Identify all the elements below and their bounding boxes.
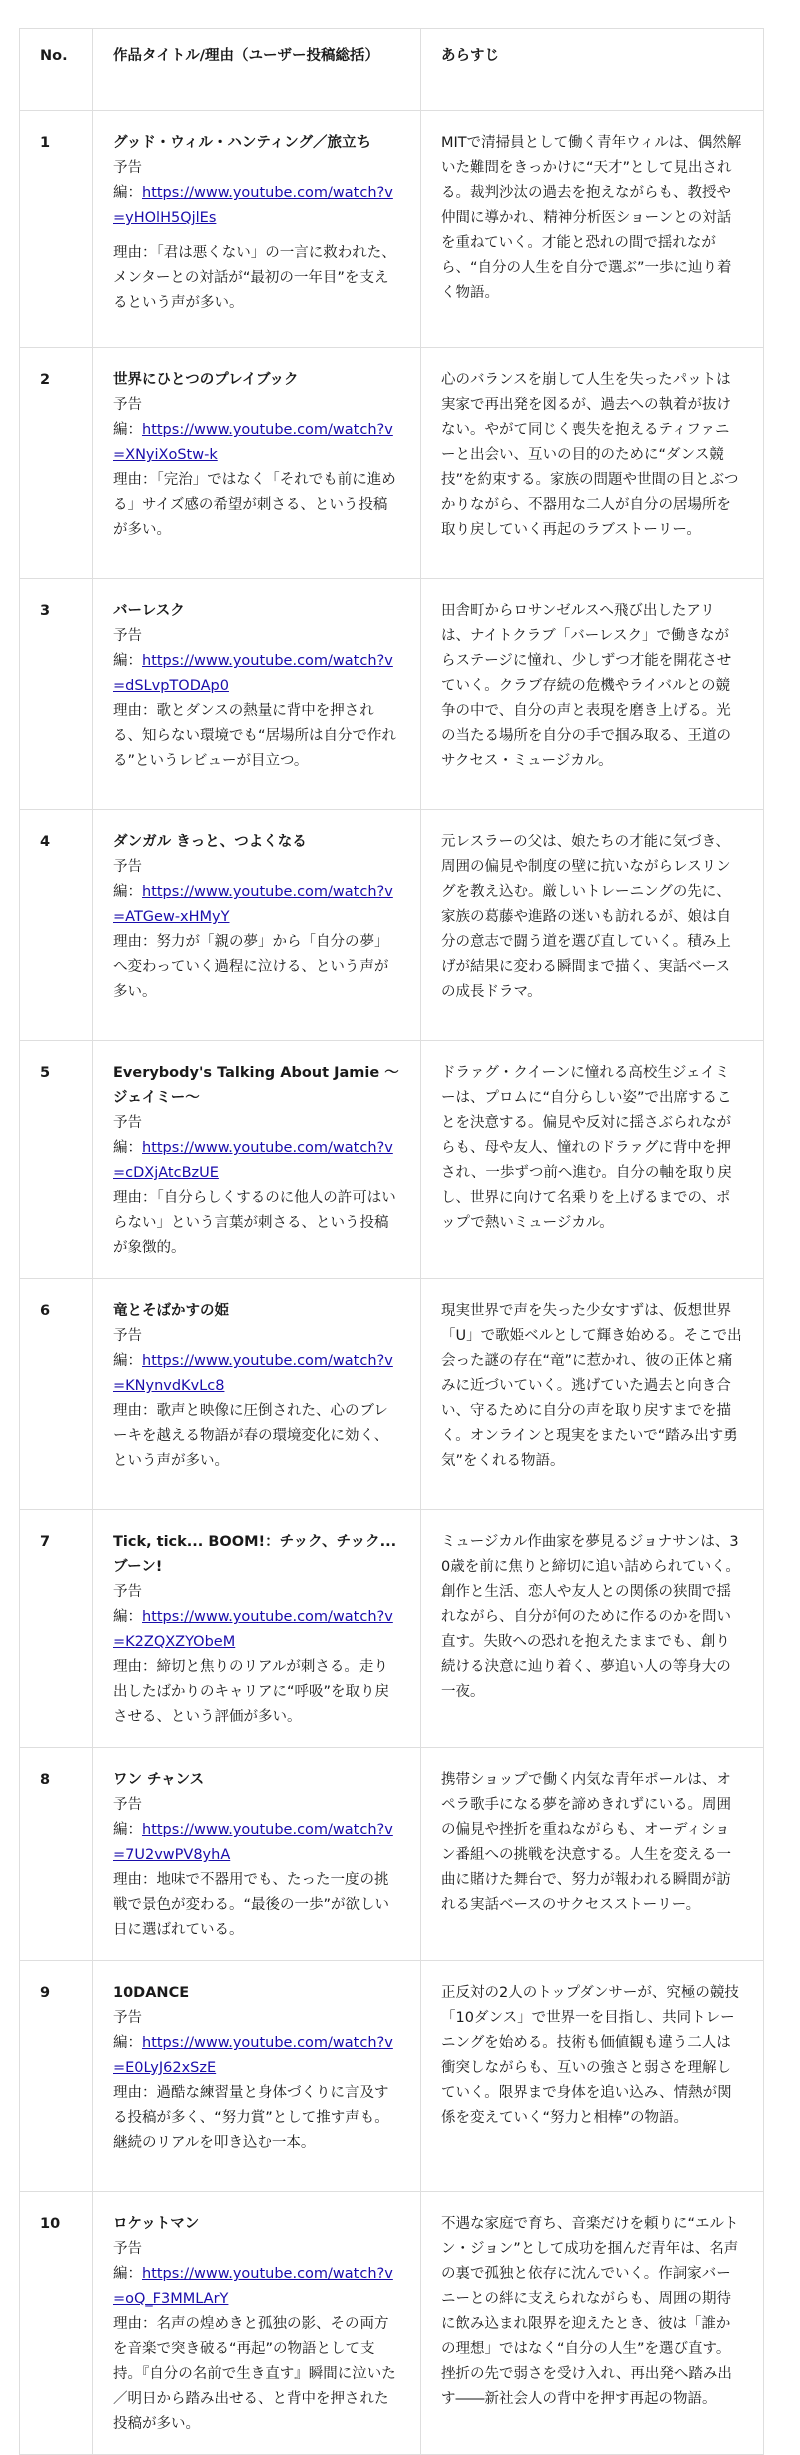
trailer-link-line [113,1605,400,1655]
table-header-row [20,29,764,111]
movie-title: バーレスク [113,603,185,619]
table-row [20,2192,764,2455]
trailer-link[interactable]: https://www.youtube.com/watch?v=oQ_F3MMLArY [113,2266,393,2307]
trailer-link-line [113,2262,400,2312]
movie-table [19,28,764,2455]
row-number: 1 [20,111,93,348]
trailer-link-line [113,1136,400,1186]
movie-title: Tick, tick... BOOM!：チック、チック...ブーン! [113,1534,397,1575]
reason-text [113,2081,400,2156]
title-cell [93,579,421,810]
reason-body: 努力が「親の夢」から「自分の夢」へ変わっていく過程に泣ける、という声が多い。 [113,934,389,1000]
synopsis-cell: MITで清掃員として働く青年ウィルは、偶然解いた難問をきっかけに“天才”として見出される。裁判沙汰の過去を抱えながらも、教授や仲間に導かれ、精神分析医ショーンとの対話を重ねていく。才能と恐れの間で揺れながら、“自分の人生を自分で選ぶ”一歩に辿り着く物語。 [421,111,764,348]
trailer-label: 予告 [113,1115,142,1131]
synopsis-cell: 心のバランスを崩して人生を失ったパットは実家で再出発を図るが、過去への執着が抜けない。やがて同じく喪失を抱えるティファニーと出会い、互いの目的のために“ダンス競技”を約束する。家族の問題や世間の目とぶつかりながら、不器用な二人が自分の居場所を取り戻していく再起のラブストーリー。 [421,348,764,579]
trailer-label: 予告 [113,859,142,875]
movie-title: 世界にひとつのプレイブック [113,372,299,388]
trailer-label: 予告 [113,397,142,413]
reason-text [113,1655,400,1730]
trailer-link[interactable]: https://www.youtube.com/watch?v=XNyiXoStw-k [113,422,393,463]
table-body [20,111,764,2455]
reason-body: 過酷な練習量と身体づくりに言及する投稿が多く、“努力賞”として推す声も。継続のリアルを叩き込む一本。 [113,2085,389,2151]
reason-text [113,1399,400,1474]
synopsis-cell: 現実世界で声を失った少女すずは、仮想世界「U」で歌姫ベルとして輝き始める。そこで出会った謎の存在“竜”に惹かれ、彼の正体と痛みに近づいていく。逃げていた過去と向き合い、守るために自分の声を取り戻すまでを描く。オンラインと現実をまたいで“踏み出す勇気”をくれる物語。 [421,1279,764,1510]
table-row [20,810,764,1041]
trailer-label: 予告 [113,2010,142,2026]
edit-prefix: 編： [113,1609,142,1625]
edit-prefix: 編： [113,1353,142,1369]
title-cell [93,1510,421,1748]
trailer-link[interactable]: https://www.youtube.com/watch?v=ATGew-xHMyY [113,884,393,925]
title-cell [93,111,421,348]
table-row [20,1510,764,1748]
trailer-link-line [113,181,400,231]
table-row [20,1041,764,1279]
reason-body: 地味で不器用でも、たった一度の挑戦で景色が変わる。“最後の一歩”が欲しい日に選ばれている。 [113,1872,390,1938]
movie-title: ダンガル きっと、つよくなる [113,834,307,850]
edit-prefix: 編： [113,422,142,438]
trailer-label: 予告 [113,1797,142,1813]
trailer-label: 予告 [113,160,142,176]
edit-prefix: 編： [113,1822,142,1838]
reason-text [113,1868,400,1943]
row-number: 9 [20,1961,93,2192]
row-number: 8 [20,1748,93,1961]
movie-title: ロケットマン [113,2216,200,2232]
reason-prefix: 理由： [113,1872,157,1888]
reason-body: 名声の煌めきと孤独の影、その両方を音楽で突き破る“再起”の物語として支持。『自分の名前で生き直す』瞬間に泣いた／明日から踏み出せる、と背中を押された投稿が多い。 [113,2316,396,2432]
row-number: 7 [20,1510,93,1748]
trailer-link-line [113,418,400,468]
synopsis-cell: 田舎町からロサンゼルスへ飛び出したアリは、ナイトクラブ「バーレスク」で働きながらステージに憧れ、少しずつ才能を開花させていく。クラブ存続の危機やライバルとの競争の中で、自分の声と表現を磨き上げる。光の当たる場所を自分の手で掴み取る、王道のサクセス・ミュージカル。 [421,579,764,810]
movie-title: Everybody's Talking About Jamie ～ジェイミー～ [113,1065,399,1106]
table-row [20,1961,764,2192]
table-row [20,1279,764,1510]
title-cell [93,1961,421,2192]
reason-body: 歌声と映像に圧倒された、心のブレーキを越える物語が春の環境変化に効く、という声が多い。 [113,1403,389,1469]
edit-prefix: 編： [113,2266,142,2282]
table-row [20,348,764,579]
trailer-link-line [113,649,400,699]
trailer-link[interactable]: https://www.youtube.com/watch?v=E0LyJ62xSzE [113,2035,393,2076]
row-number: 4 [20,810,93,1041]
row-number: 2 [20,348,93,579]
reason-body: 締切と焦りのリアルが刺さる。走り出したばかりのキャリアに“呼吸”を取り戻させる、という評価が多い。 [113,1659,390,1725]
reason-body: 「自分らしくするのに他人の許可はいらない」という言葉が刺さる、という投稿が象徴的。 [113,1190,396,1256]
trailer-label: 予告 [113,1328,142,1344]
reason-body: 「君は悪くない」の一言に救われた、メンターとの対話が“最初の一年目”を支えるという声が多い。 [113,245,396,311]
reason-prefix: 理由： [113,1190,157,1206]
synopsis-cell: 元レスラーの父は、娘たちの才能に気づき、周囲の偏見や制度の壁に抗いながらレスリングを教え込む。厳しいトレーニングの先に、家族の葛藤や進路の迷いも訪れるが、娘は自分の意志で闘う道を選び直していく。積み上げが結果に変わる瞬間まで描く、実話ベースの成長ドラマ。 [421,810,764,1041]
title-cell [93,1279,421,1510]
movie-title: 竜とそばかすの姫 [113,1303,229,1319]
reason-text [113,1186,400,1261]
trailer-link-line [113,1349,400,1399]
reason-body: 「完治」ではなく「それでも前に進める」サイズ感の希望が刺さる、という投稿が多い。 [113,472,396,538]
trailer-link[interactable]: https://www.youtube.com/watch?v=K2ZQXZYObeM [113,1609,393,1650]
reason-prefix: 理由： [113,934,157,950]
reason-prefix: 理由： [113,1403,157,1419]
synopsis-cell: 携帯ショップで働く内気な青年ポールは、オペラ歌手になる夢を諦めきれずにいる。周囲の偏見や挫折を重ねながらも、オーディション番組への挑戦を決意する。人生を変える一曲に賭けた舞台で、努力が報われる瞬間が訪れる実話ベースのサクセスストーリー。 [421,1748,764,1961]
reason-prefix: 理由： [113,472,157,488]
row-number: 10 [20,2192,93,2455]
table-row [20,111,764,348]
edit-prefix: 編： [113,185,142,201]
trailer-link[interactable]: https://www.youtube.com/watch?v=dSLvpTODAp0 [113,653,393,694]
row-number: 3 [20,579,93,810]
edit-prefix: 編： [113,2035,142,2051]
trailer-link[interactable]: https://www.youtube.com/watch?v=KNynvdKvLc8 [113,1353,393,1394]
header-synopsis: あらすじ [421,29,764,111]
trailer-link-line [113,1818,400,1868]
reason-prefix: 理由： [113,2316,157,2332]
trailer-label: 予告 [113,2241,142,2257]
reason-text [113,2312,400,2437]
reason-prefix: 理由： [113,2085,157,2101]
movie-title: グッド・ウィル・ハンティング／旅立ち [113,135,371,151]
spacer [113,231,400,241]
synopsis-cell: ミュージカル作曲家を夢見るジョナサンは、30歳を前に焦りと締切に追い詰められていく。創作と生活、恋人や友人との関係の狭間で揺れながら、自分が何のために作るのかを問い直す。失敗への恐れを抱えたままでも、創り続ける決意に辿り着く、夢追い人の等身大の一夜。 [421,1510,764,1748]
row-number: 5 [20,1041,93,1279]
table-row [20,1748,764,1961]
reason-prefix: 理由： [113,1659,157,1675]
reason-prefix: 理由： [113,703,157,719]
reason-text [113,930,400,1005]
title-cell [93,810,421,1041]
synopsis-cell: ドラァグ・クイーンに憧れる高校生ジェイミーは、プロムに“自分らしい姿”で出席することを決意する。偏見や反対に揺さぶられながらも、母や友人、憧れのドラァグに背中を押され、一歩ずつ前へ進む。自分の軸を取り戻し、世界に向けて名乗りを上げるまでの、ポップで熱いミュージカル。 [421,1041,764,1279]
reason-text [113,468,400,543]
header-title: 作品タイトル/理由（ユーザー投稿総括） [93,29,421,111]
trailer-label: 予告 [113,1584,142,1600]
row-number: 6 [20,1279,93,1510]
reason-text [113,241,400,316]
synopsis-cell: 不遇な家庭で育ち、音楽だけを頼りに“エルトン・ジョン”として成功を掴んだ青年は、名声の裏で孤独と依存に沈んでいく。作詞家バーニーとの絆に支えられながらも、周囲の期待に飲み込まれ限界を迎えたとき、彼は「誰かの理想」ではなく“自分の人生”を選び直す。挫折の先で弱さを受け入れ、再出発へ踏み出す――新社会人の背中を押す再起の物語。 [421,2192,764,2455]
edit-prefix: 編： [113,653,142,669]
header-no: No. [20,29,93,111]
title-cell [93,1041,421,1279]
trailer-link-line [113,2031,400,2081]
trailer-link[interactable]: https://www.youtube.com/watch?v=cDXjAtcBzUE [113,1140,393,1181]
trailer-link[interactable]: https://www.youtube.com/watch?v=7U2vwPV8yhA [113,1822,393,1863]
reason-text [113,699,400,774]
trailer-label: 予告 [113,628,142,644]
movie-title: ワン チャンス [113,1772,205,1788]
trailer-link[interactable]: https://www.youtube.com/watch?v=yHOlH5QjlEs [113,185,393,226]
table-row [20,579,764,810]
title-cell [93,1748,421,1961]
trailer-link-line [113,880,400,930]
edit-prefix: 編： [113,1140,142,1156]
movie-title: 10DANCE [113,1985,190,2001]
edit-prefix: 編： [113,884,142,900]
title-cell [93,2192,421,2455]
reason-body: 歌とダンスの熱量に背中を押される、知らない環境でも“居場所は自分で作れる”というレビューが目立つ。 [113,703,397,769]
synopsis-cell: 正反対の2人のトップダンサーが、究極の競技「10ダンス」で世界一を目指し、共同トレーニングを始める。技術も価値観も違う二人は衝突しながらも、互いの強さと弱さを理解していく。限界まで身体を追い込み、情熱が関係を変えていく“努力と相棒”の物語。 [421,1961,764,2192]
title-cell [93,348,421,579]
reason-prefix: 理由： [113,245,157,261]
